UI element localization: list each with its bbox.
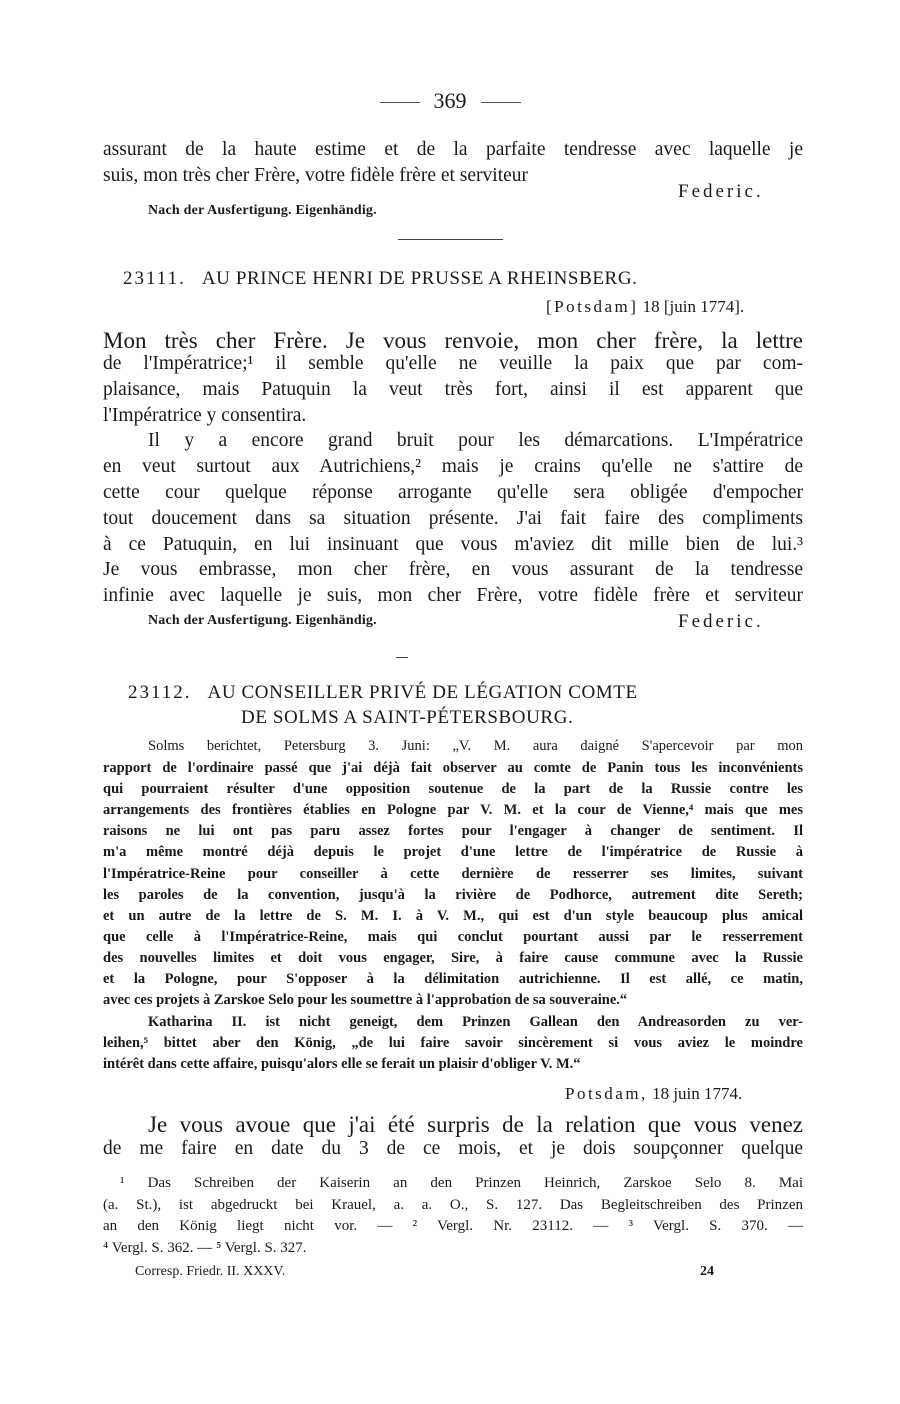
footer-signature-mark: Corresp. Friedr. II. XXXV. bbox=[135, 1264, 286, 1279]
date-place: Potsdam, bbox=[565, 1084, 648, 1103]
section-divider bbox=[396, 657, 408, 658]
page-number-dash-left bbox=[380, 102, 420, 103]
summary-line: arrangements des frontières établies en Pologne par V. M. et la cour de Vienne,⁴ mais que mes bbox=[103, 802, 803, 818]
summary-line: intérêt dans cette affaire, puisqu'alors elle se ferait un plaisir d'obliger V. M.“ bbox=[103, 1056, 581, 1072]
opening-line: suis, mon très cher Frère, votre fidèle frère et serviteur bbox=[103, 165, 529, 186]
summary-line: Katharina II. ist nicht geneigt, dem Prinzen Gallean den Andreasorden zu ver- bbox=[148, 1014, 803, 1030]
summary-line: leihen,⁵ bittet aber den König, „de lui faire savoir sincèrement si vous aviez le moindre bbox=[103, 1035, 803, 1051]
opening-line: assurant de la haute estime et de la parfaite tendresse avec laquelle je bbox=[103, 139, 803, 160]
letter-line: Il y a encore grand bruit pour les démarcations. L'Impératrice bbox=[148, 430, 803, 451]
signature: Federic. bbox=[678, 611, 764, 632]
letter-line: infinie avec laquelle je suis, mon cher Frère, votre fidèle frère et serviteur bbox=[103, 585, 803, 606]
letter-line: à ce Patuquin, en lui insinuant que vous m'aviez dit mille bien de lui.³ bbox=[103, 534, 803, 555]
source-note: Nach der Ausfertigung. Eigenhändig. bbox=[148, 613, 377, 628]
summary-line: qui pourraient résulter d'une opposition soutenue de la part de la Russie contre les bbox=[103, 781, 803, 797]
letter-line: Je vous avoue que j'ai été surpris de la relation que vous venez bbox=[148, 1112, 803, 1137]
footnote-line: an den König liegt nicht vor. — ² Vergl. Nr. 23112. — ³ Vergl. S. 370. — bbox=[103, 1218, 803, 1234]
letter-line: tout doucement dans sa situation présente. J'ai fait faire des compliments bbox=[103, 508, 803, 529]
letter-title-line-2: DE SOLMS A SAINT-PÉTERSBOURG. bbox=[241, 707, 574, 728]
letter-line: Mon très cher Frère. Je vous renvoie, mon cher frère, la lettre bbox=[103, 328, 803, 353]
page-number-text: 369 bbox=[433, 88, 467, 113]
letter-line: cette cour quelque réponse arrogante qu'elle sera obligée d'empocher bbox=[103, 482, 803, 503]
summary-line: m'a même montré déjà depuis le projet d'une lettre de l'impératrice de Russie à bbox=[103, 844, 803, 860]
footnote-line: (a. St.), ist abgedruckt bei Krauel, a. a. O., S. 127. Das Begleitschreiben des Prinzen bbox=[103, 1197, 803, 1213]
letter-heading-23111 bbox=[123, 268, 638, 290]
letter-heading-23112 bbox=[128, 682, 638, 704]
footer-sheet-number: 24 bbox=[700, 1264, 714, 1279]
summary-line: Solms berichtet, Petersburg 3. Juni: „V. M. aura daigné S'apercevoir par mon bbox=[148, 738, 803, 754]
source-note: Nach der Ausfertigung. Eigenhändig. bbox=[148, 203, 377, 218]
letter-date bbox=[565, 1084, 742, 1104]
summary-line: et un autre de la lettre de S. M. I. à V. M., qui est d'un style beaucoup plus amical bbox=[103, 908, 803, 924]
section-divider bbox=[398, 239, 503, 240]
signature: Federic. bbox=[678, 181, 764, 202]
date-rest: 18 juin 1774. bbox=[652, 1084, 743, 1103]
summary-line: raisons ne lui ont pas paru assez fortes pour l'engager à changer de sentiment. Il bbox=[103, 823, 803, 839]
summary-line: et la Pologne, pour S'opposer à la délimitation autrichienne. Il est allé, ce matin, bbox=[103, 971, 803, 987]
summary-line: les paroles de la convention, jusqu'à la rivière de Podhorce, autrement dite Sereth; bbox=[103, 887, 803, 903]
letter-line: Je vous embrasse, mon cher frère, en vous assurant de la tendresse bbox=[103, 559, 803, 580]
summary-line: des nouvelles limites et doit vous engager, Sire, à faire cause commune avec la Russie bbox=[103, 950, 803, 966]
page-number bbox=[0, 88, 900, 114]
letter-line: l'Impératrice y consentira. bbox=[103, 405, 307, 426]
letter-line: de l'Impératrice;¹ il semble qu'elle ne veuille la paix que par com- bbox=[103, 353, 803, 374]
letter-title-line-1: AU CONSEILLER PRIVÉ DE LÉGATION COMTE bbox=[207, 682, 638, 703]
letter-line: de me faire en date du 3 de ce mois, et je dois soupçonner quelque bbox=[103, 1138, 803, 1159]
summary-line: que celle à l'Impératrice-Reine, mais qui conclut pourtant aussi par le resserrement bbox=[103, 929, 803, 945]
letter-number: 23112. bbox=[128, 682, 192, 703]
summary-line: avec ces projets à Zarskoe Selo pour les soumettre à l'approbation de sa souveraine.“ bbox=[103, 992, 628, 1008]
page-number-dash-right bbox=[481, 102, 521, 103]
date-rest: 18 [juin 1774]. bbox=[642, 297, 745, 316]
date-place: [Potsdam] bbox=[546, 297, 639, 316]
letter-number: 23111. bbox=[123, 268, 186, 289]
summary-line: rapport de l'ordinaire passé que j'ai déjà fait observer au comte de Panin tous les inconvénients bbox=[103, 760, 803, 776]
letter-date bbox=[546, 297, 744, 317]
footnote-line: ⁴ Vergl. S. 362. — ⁵ Vergl. S. 327. bbox=[103, 1240, 307, 1256]
letter-line: plaisance, mais Patuquin la veut très fort, ainsi il est apparent que bbox=[103, 379, 803, 400]
summary-line: l'Impératrice-Reine pour conseiller à cette dernière de resserrer ses limites, suivant bbox=[103, 866, 803, 882]
letter-line: en veut surtout aux Autrichiens,² mais je crains qu'elle ne s'attire de bbox=[103, 456, 803, 477]
letter-title: AU PRINCE HENRI DE PRUSSE A RHEINSBERG. bbox=[201, 268, 638, 289]
footnote-line: ¹ Das Schreiben der Kaiserin an den Prinzen Heinrich, Zarskoe Selo 8. Mai bbox=[120, 1175, 803, 1191]
